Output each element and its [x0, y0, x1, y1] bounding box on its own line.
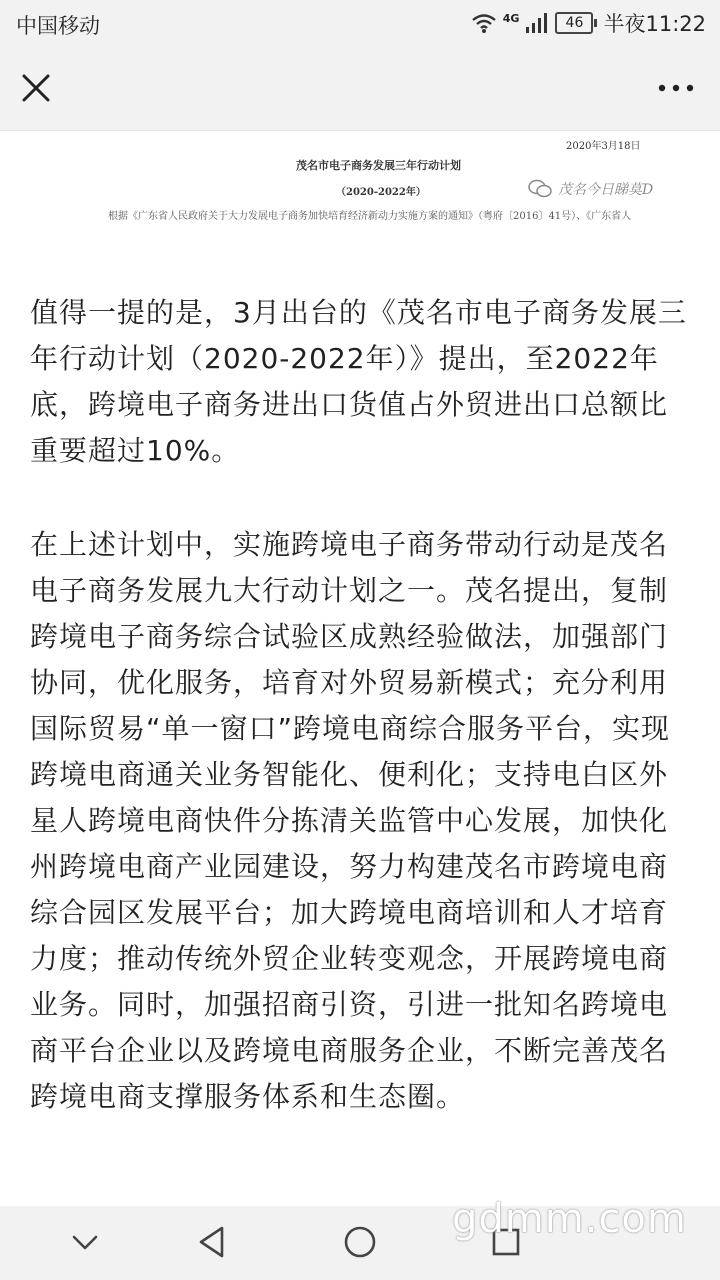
signal-icon	[525, 12, 549, 34]
doc-date: 2020年3月18日	[566, 141, 641, 152]
document-image	[0, 131, 720, 231]
battery-icon: 46	[555, 12, 593, 34]
chevron-down-icon	[70, 1230, 100, 1254]
close-icon	[18, 70, 54, 106]
article-paragraph: 在上述计划中，实施跨境电子商务带动行动是茂名电子商务发展九大行动计划之一。茂名提出，复制跨境电子商务综合试验区成熟经验做法，加强部门协同，优化服务，培育对外贸易新模式；充分利用国际贸易“单一窗口”跨境电商综合服务平台，实现跨境电商通关业务智能化、便利化；支持电白区外星人跨境电商快件分拣清关监管中心发展，加快化州跨境电商产业园建设，努力构建茂名市跨境电商综合园区发展平台；加大跨境电商培训和人才培育力度；推动传统外贸企业转变观念，开展跨境电商业务。同时，加强招商引资，引进一批知名跨境电商平台企业以及跨境电商服务企业，不断完善茂名跨境电商支撑服务体系和生态圈。	[30, 528, 671, 1113]
close-button[interactable]	[18, 70, 54, 106]
more-button[interactable]	[654, 76, 698, 100]
status-bar	[0, 0, 720, 46]
doc-title: 茂名市电子商务发展三年行动计划	[296, 159, 461, 172]
home-button[interactable]	[342, 1224, 378, 1264]
wechat-watermark	[528, 179, 653, 199]
top-nav-bar	[0, 46, 720, 131]
clock: 半夜11:22	[603, 12, 706, 36]
network-type: 4G	[502, 11, 520, 25]
article-body	[30, 290, 694, 1168]
watermark-text: 茂名今日睇莫D	[558, 182, 654, 198]
more-icon	[654, 76, 698, 100]
status-icons	[465, 8, 706, 38]
back-icon	[196, 1224, 228, 1260]
doc-body-text: 根据《广东省人民政府关于大力发展电子商务加快培育经济新动力实施方案的通知》（粤府〔2016〕41号）、《广东省人	[108, 211, 632, 222]
wechat-icon	[528, 179, 552, 199]
hide-nav-button[interactable]	[70, 1230, 100, 1258]
home-icon	[342, 1224, 378, 1260]
article-paragraph: 值得一提的是，3月出台的《茂名市电子商务发展三年行动计划（2020-2022年）》提出，至2022年底，跨境电子商务进出口货值占外贸进出口总额比重要超过10%。	[30, 296, 687, 467]
carrier-name: 中国移动	[16, 14, 100, 38]
back-button[interactable]	[196, 1224, 228, 1264]
wifi-icon	[471, 12, 497, 34]
site-watermark: gdmm.com	[452, 1196, 687, 1242]
doc-years: （2020-2022年）	[336, 187, 426, 198]
